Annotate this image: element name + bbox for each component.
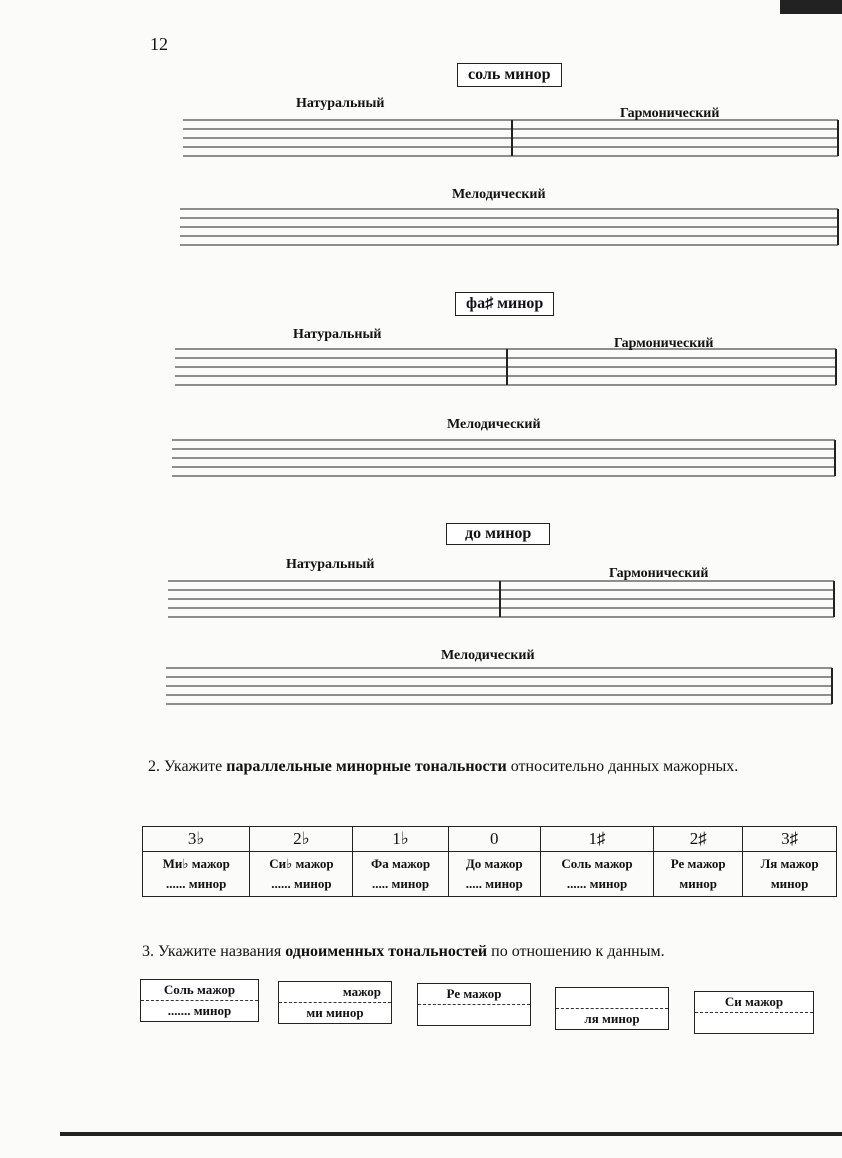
box-top-text: Ре мажор	[418, 984, 530, 1005]
box-top-text	[556, 988, 668, 1009]
tonic-name-box[interactable]	[140, 979, 259, 1022]
key-pair-cell[interactable]	[654, 852, 743, 897]
key-pair-cell[interactable]	[743, 852, 837, 897]
key-pair-cell[interactable]	[540, 852, 653, 897]
minor-answer: ..... минор	[465, 876, 523, 891]
key-title-c-minor: до минор	[446, 523, 550, 545]
key-pair-cell[interactable]	[353, 852, 448, 897]
key-signature-cell: 1♭	[353, 827, 448, 852]
box-bottom-text	[418, 1005, 530, 1025]
minor-answer: минор	[679, 876, 717, 891]
label-melodic: Мелодический	[441, 648, 535, 663]
minor-answer: ..... минор	[372, 876, 430, 891]
label-melodic: Мелодический	[447, 417, 541, 432]
key-signature-cell: 1♯	[540, 827, 653, 852]
key-signature-cell: 0	[448, 827, 540, 852]
task-number: 3.	[142, 943, 154, 960]
tonic-name-box[interactable]	[278, 981, 392, 1024]
major-key: Си♭ мажор	[269, 856, 334, 871]
key-title-g-minor: соль минор	[457, 63, 562, 87]
major-key: Ре мажор	[670, 856, 726, 871]
key-signature-cell: 2♭	[250, 827, 353, 852]
key-title-f-sharp-minor: фа♯ минор	[455, 292, 554, 316]
major-key: Фа мажор	[371, 856, 431, 871]
minor-answer: ...... минор	[166, 876, 227, 891]
box-top-text: мажор	[279, 982, 391, 1003]
tonic-name-box[interactable]	[417, 983, 531, 1026]
major-key: До мажор	[465, 856, 523, 871]
major-key: Ля мажор	[760, 856, 819, 871]
tonic-name-box[interactable]	[555, 987, 669, 1030]
label-harmonic: Гармонический	[609, 566, 709, 581]
minor-answer: ...... минор	[566, 876, 628, 891]
box-bottom-text: ля минор	[584, 1011, 640, 1026]
parallel-keys-table	[142, 826, 837, 897]
major-key: Соль мажор	[561, 856, 633, 871]
box-bottom-text	[695, 1013, 813, 1033]
box-bottom-text: ....... минор	[167, 1003, 232, 1018]
label-natural: Натуральный	[286, 557, 375, 572]
key-signature-cell: 3♯	[743, 827, 837, 852]
major-key: Ми♭ мажор	[162, 856, 230, 871]
label-natural: Натуральный	[293, 327, 382, 342]
task-text: Укажите названия	[158, 943, 286, 960]
task-text-bold: одноименных тональностей	[285, 943, 488, 960]
label-natural: Натуральный	[296, 96, 385, 111]
tonic-name-box[interactable]	[694, 991, 814, 1034]
key-pair-cell[interactable]	[448, 852, 540, 897]
box-top-text: Си мажор	[695, 992, 813, 1013]
box-top-text: Соль мажор	[141, 980, 258, 1001]
minor-answer: ...... минор	[271, 876, 332, 891]
scan-bottom-edge	[60, 1132, 842, 1136]
label-harmonic: Гармонический	[620, 106, 720, 121]
page-number: 12	[150, 34, 168, 54]
key-pair-cell[interactable]	[143, 852, 250, 897]
label-harmonic: Гармонический	[614, 336, 714, 351]
task-text-bold: параллельные минорные тональности	[226, 758, 507, 775]
box-bottom-text: ми минор	[306, 1005, 364, 1020]
task-2-instruction	[148, 757, 833, 776]
key-signature-cell: 2♯	[654, 827, 743, 852]
task-number: 2.	[148, 758, 160, 775]
task-text: относительно данных мажорных.	[506, 758, 739, 775]
task-3-instruction	[142, 942, 665, 961]
task-text: по отношению к данным.	[487, 943, 665, 960]
label-melodic: Мелодический	[452, 187, 546, 202]
minor-answer: минор	[770, 876, 809, 891]
task-text: Укажите	[164, 758, 227, 775]
key-signature-cell: 3♭	[143, 827, 250, 852]
key-pair-cell[interactable]	[250, 852, 353, 897]
